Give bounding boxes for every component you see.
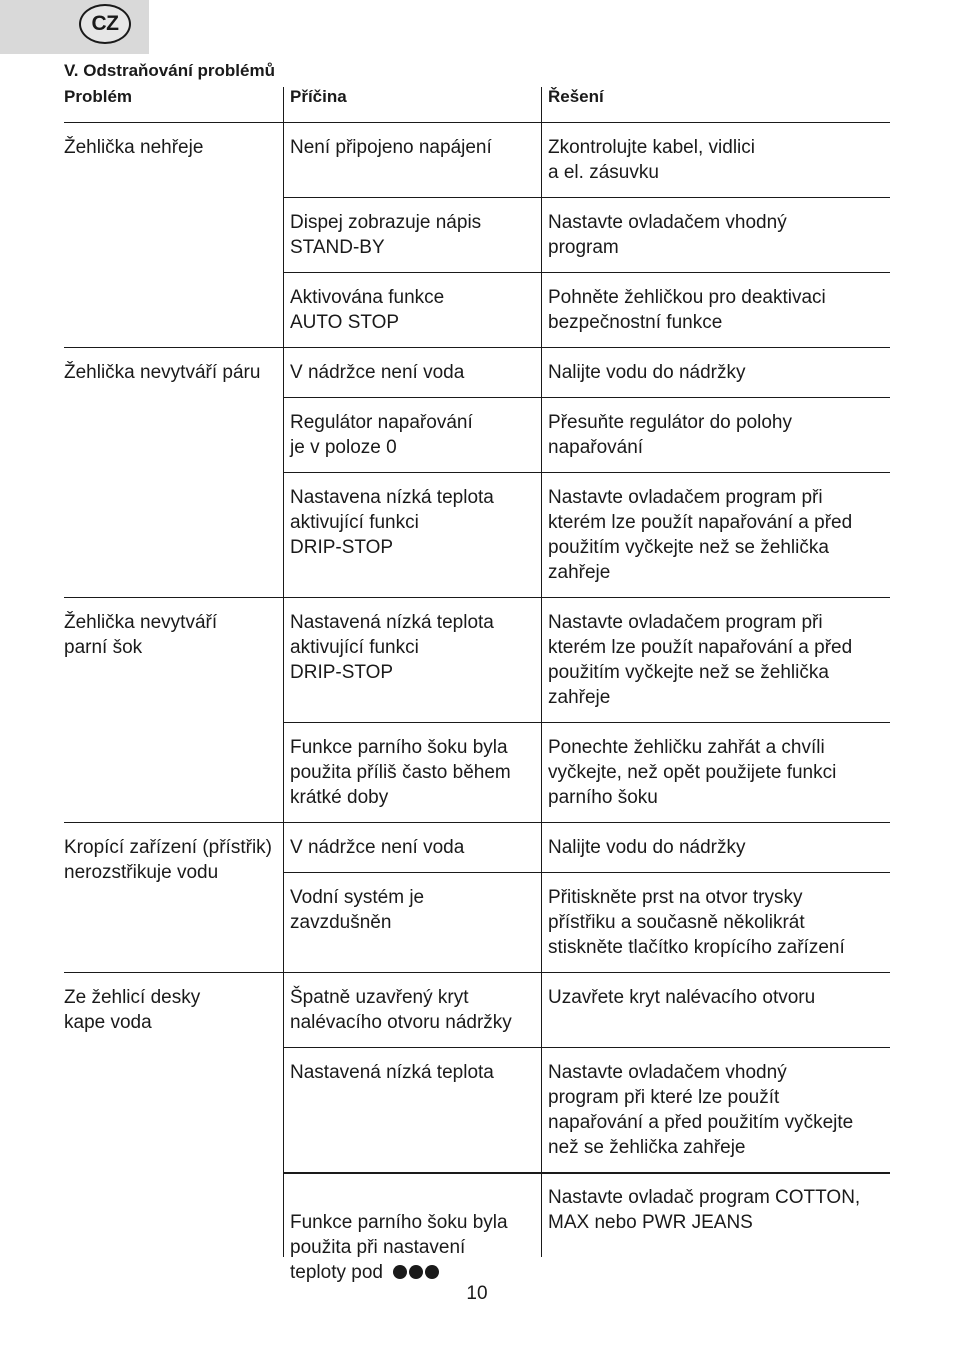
- cause-cell: [290, 1185, 538, 1285]
- row-separator: [64, 822, 890, 823]
- row-separator: [283, 472, 890, 473]
- problem-cell: Žehlička nevytváří páru: [64, 362, 261, 383]
- solution-cell: Přitiskněte prst na otvor trysky přístřiku a současně několikrát stiskněte tlačítko kropícího zařízení: [548, 887, 845, 958]
- cause-cell: Nastavená nízká teplota aktivující funkci DRIP-STOP: [290, 612, 494, 683]
- cause-cell: Dispej zobrazuje nápis STAND-BY: [290, 212, 482, 258]
- row-separator: [283, 197, 890, 198]
- cause-cell: Nastavena nízká teplota aktivující funkci DRIP-STOP: [290, 487, 494, 558]
- row-separator: [64, 597, 890, 598]
- page-number: 10: [466, 1283, 488, 1304]
- cause-cell: Funkce parního šoku byla použita příliš často během krátké doby: [290, 737, 511, 808]
- problem-cell: Ze žehlicí desky kape voda: [64, 987, 201, 1033]
- solution-cell: Nastavte ovladačem program při kterém lze použít napařování a před použitím vyčkejte než se žehlička zahřeje: [548, 612, 853, 708]
- solution-cell: Pohněte žehličkou pro deaktivaci bezpečnostní funkce: [548, 287, 826, 333]
- solution-cell: Ponechte žehličku zahřát a chvíli vyčkejte, než opět použijete funkci parního šoku: [548, 737, 837, 808]
- header-cause: Příčina: [290, 87, 347, 106]
- section-title: V. Odstraňování problémů: [64, 61, 275, 80]
- cause-cell: V nádržce není voda: [290, 837, 465, 858]
- row-separator: [64, 972, 890, 973]
- temperature-dots-icon: [391, 1260, 439, 1285]
- solution-cell: Nastavte ovladač program COTTON, MAX nebo PWR JEANS: [548, 1187, 861, 1233]
- header-solution: Řešení: [548, 87, 604, 106]
- cause-cell: Špatně uzavřený kryt nalévacího otvoru nádržky: [290, 987, 512, 1033]
- row-separator: [283, 1172, 890, 1174]
- column-divider: [283, 87, 284, 1257]
- problem-cell: Kropící zařízení (přístřik) nerozstřikuje vodu: [64, 837, 272, 883]
- row-separator: [283, 272, 890, 273]
- row-separator: [283, 722, 890, 723]
- row-separator: [283, 872, 890, 873]
- row-separator: [283, 1047, 890, 1048]
- solution-cell: Nastavte ovladačem vhodný program: [548, 212, 787, 258]
- row-separator: [283, 397, 890, 398]
- solution-cell: Uzavřete kryt nalévacího otvoru: [548, 987, 816, 1008]
- problem-cell: Žehlička nehřeje: [64, 137, 204, 158]
- cause-cell: Aktivována funkce AUTO STOP: [290, 287, 445, 333]
- cause-cell: V nádržce není voda: [290, 362, 465, 383]
- column-divider: [541, 87, 542, 1257]
- row-separator: [64, 122, 890, 123]
- cause-cell: Vodní systém je zavzdušněn: [290, 887, 425, 933]
- language-badge: CZ: [79, 4, 131, 44]
- solution-cell: Nalijte vodu do nádržky: [548, 837, 746, 858]
- solution-cell: Nastavte ovladačem vhodný program při které lze použít napařování a před použitím vyčkejte než se žehlička zahřeje: [548, 1062, 854, 1158]
- solution-cell: Nalijte vodu do nádržky: [548, 362, 746, 383]
- cause-cell: Regulátor napařování je v poloze 0: [290, 412, 473, 458]
- header-problem: Problém: [64, 87, 133, 106]
- problem-cell: Žehlička nevytváří parní šok: [64, 612, 218, 658]
- row-separator: [64, 347, 890, 348]
- solution-cell: Zkontrolujte kabel, vidlici a el. zásuvku: [548, 137, 755, 183]
- solution-cell: Nastavte ovladačem program při kterém lze použít napařování a před použitím vyčkejte než se žehlička zahřeje: [548, 487, 853, 583]
- cause-cell: Není připojeno napájení: [290, 137, 492, 158]
- language-tab: [0, 0, 149, 54]
- cause-cell: Nastavená nízká teplota: [290, 1062, 494, 1083]
- solution-cell: Přesuňte regulátor do polohy napařování: [548, 412, 792, 458]
- cause-text: Funkce parního šoku byla použita při nastavení teploty pod: [290, 1212, 508, 1283]
